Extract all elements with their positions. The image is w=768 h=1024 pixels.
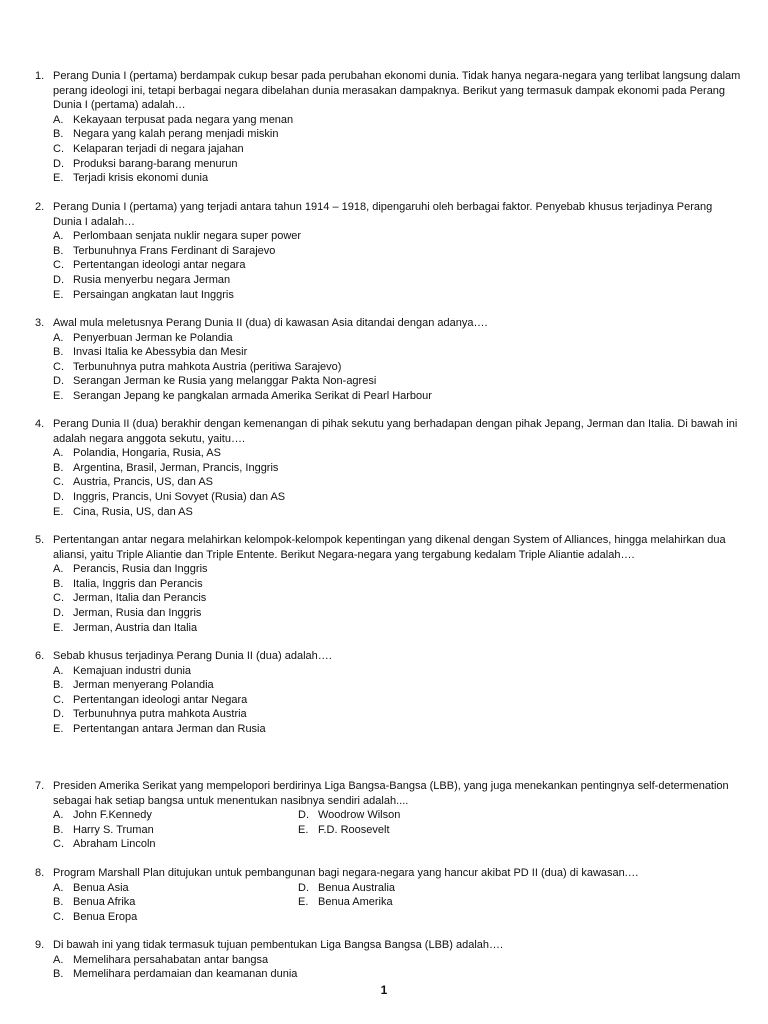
question-9 bbox=[35, 938, 743, 982]
option-b bbox=[35, 244, 743, 259]
option-text: Serangan Jepang ke pangkalan armada Amerika Serikat di Pearl Harbour bbox=[73, 389, 432, 402]
option-e bbox=[35, 621, 743, 636]
option-label: B. bbox=[53, 968, 64, 981]
option-label: C. bbox=[53, 142, 64, 155]
option-c bbox=[35, 142, 743, 157]
option-label: E. bbox=[53, 172, 64, 185]
question-number: 3. bbox=[35, 317, 45, 329]
option-a bbox=[35, 331, 743, 346]
option-label: C. bbox=[53, 693, 64, 706]
option-text: Memelihara perdamaian dan keamanan dunia bbox=[73, 968, 298, 981]
option-label: E. bbox=[53, 288, 64, 301]
option-text: Woodrow Wilson bbox=[318, 809, 401, 822]
question-4 bbox=[35, 417, 743, 519]
question-stem: Program Marshall Plan ditujukan untuk pembangunan bagi negara-negara yang hancur akibat PD II (dua) di kawasan.… bbox=[53, 867, 639, 879]
option-text: Terbunuhnya putra mahkota Austria bbox=[73, 708, 247, 721]
question-5 bbox=[35, 533, 743, 635]
option-label: C. bbox=[53, 838, 64, 851]
option-text: Invasi Italia ke Abessybia dan Mesir bbox=[73, 346, 248, 359]
option-a bbox=[35, 562, 743, 577]
option-label: A. bbox=[53, 809, 64, 822]
option-label: D. bbox=[53, 606, 64, 619]
page-number: 1 bbox=[380, 983, 388, 997]
option-c bbox=[35, 693, 743, 708]
question-stem: Perang Dunia I (pertama) berdampak cukup besar pada perubahan ekonomi dunia. Tidak hanya negara-negara yang terlibat langsung dalam perang ideologi ini, tetapi berbagai negara dibelahan dunia merasakan dampaknya. Berikut yang termasuk dampak ekonomi pada Perang Dunia I (pertama) adalah… bbox=[53, 70, 741, 112]
option-e bbox=[35, 505, 743, 520]
option-label: A. bbox=[53, 881, 64, 894]
option-d bbox=[35, 707, 743, 722]
question-7 bbox=[35, 779, 743, 852]
option-text: Pertentangan antara Jerman dan Rusia bbox=[73, 722, 266, 735]
question-stem: Di bawah ini yang tidak termasuk tujuan pembentukan Liga Bangsa Bangsa (LBB) adalah…. bbox=[53, 939, 504, 951]
option-c bbox=[35, 910, 318, 925]
option-b bbox=[35, 678, 743, 693]
option-d bbox=[280, 881, 618, 896]
question-number: 6. bbox=[35, 650, 45, 662]
option-label: B. bbox=[53, 128, 64, 141]
option-text: Kelaparan terjadi di negara jajahan bbox=[73, 142, 244, 155]
option-b bbox=[35, 345, 743, 360]
option-c bbox=[35, 360, 743, 375]
option-text: Benua Amerika bbox=[318, 896, 393, 909]
option-label: B. bbox=[53, 823, 64, 836]
option-text: Harry S. Truman bbox=[73, 823, 154, 836]
option-label: B. bbox=[53, 244, 64, 257]
option-a bbox=[35, 229, 743, 244]
option-c bbox=[35, 258, 743, 273]
option-label: C. bbox=[53, 360, 64, 373]
option-b bbox=[35, 127, 743, 142]
question-6 bbox=[35, 649, 743, 737]
option-b bbox=[35, 895, 318, 910]
question-number: 5. bbox=[35, 534, 45, 546]
question-stem: Presiden Amerika Serikat yang mempelopori berdirinya Liga Bangsa-Bangsa (LBB), yang juga menekankan pentingnya self-determenation sebagai hak setiap bangsa untuk menentukan nasibnya sendiri adalah.... bbox=[53, 780, 729, 807]
option-text: Benua Afrika bbox=[73, 896, 136, 909]
option-text: Negara yang kalah perang menjadi miskin bbox=[73, 128, 279, 141]
option-text: Perancis, Rusia dan Inggris bbox=[73, 563, 208, 576]
option-text: Cina, Rusia, US, dan AS bbox=[73, 505, 193, 518]
option-d bbox=[35, 273, 743, 288]
option-label: C. bbox=[53, 910, 64, 923]
option-text: Kekayaan terpusat pada negara yang menan bbox=[73, 113, 294, 126]
option-label: C. bbox=[53, 476, 64, 489]
option-text: Memelihara persahabatan antar bangsa bbox=[73, 953, 269, 966]
option-c bbox=[35, 837, 318, 852]
option-c bbox=[35, 475, 743, 490]
option-b bbox=[35, 967, 743, 982]
option-text: Jerman, Austria dan Italia bbox=[73, 621, 198, 634]
options-grid bbox=[35, 808, 743, 852]
question-stem: Pertentangan antar negara melahirkan kelompok-kelompok kepentingan yang dikenal dengan System of Alliances, hingga melahirkan dua aliansi, yaitu Triple Aliantie dan Triple Entente. Berikut Negara-negara yang tergabung kedalam Triple Aliantie adalah…. bbox=[53, 534, 726, 561]
option-label: B. bbox=[53, 461, 64, 474]
option-text: Pertentangan ideologi antar Negara bbox=[73, 693, 248, 706]
option-a bbox=[35, 953, 743, 968]
option-text: Produksi barang-barang menurun bbox=[73, 157, 238, 170]
question-number: 8. bbox=[35, 867, 45, 879]
option-a bbox=[35, 446, 743, 461]
option-label: A. bbox=[53, 563, 64, 576]
option-e bbox=[280, 895, 618, 910]
option-text: Inggris, Prancis, Uni Sovyet (Rusia) dan AS bbox=[73, 490, 286, 503]
option-d bbox=[35, 490, 743, 505]
option-d bbox=[35, 374, 743, 389]
option-text: Jerman, Italia dan Perancis bbox=[73, 592, 207, 605]
option-label: B. bbox=[53, 679, 64, 692]
option-label: E. bbox=[298, 896, 309, 909]
option-text: Penyerbuan Jerman ke Polandia bbox=[73, 331, 233, 344]
option-text: Terjadi krisis ekonomi dunia bbox=[73, 172, 209, 185]
option-text: Perlombaan senjata nuklir negara super power bbox=[73, 230, 302, 243]
question-number: 7. bbox=[35, 780, 45, 792]
question-stem: Perang Dunia I (pertama) yang terjadi antara tahun 1914 – 1918, dipengaruhi oleh berbagai faktor. Penyebab khusus terjadinya Perang Dunia I adalah… bbox=[53, 201, 713, 228]
question-8 bbox=[35, 866, 743, 924]
option-label: A. bbox=[53, 230, 64, 243]
option-text: Persaingan angkatan laut Inggris bbox=[73, 288, 234, 301]
option-a bbox=[35, 113, 743, 128]
option-label: D. bbox=[298, 881, 309, 894]
option-label: B. bbox=[53, 346, 64, 359]
option-label: D. bbox=[53, 490, 64, 503]
option-e bbox=[280, 823, 618, 838]
option-text: Rusia menyerbu negara Jerman bbox=[73, 273, 231, 286]
option-text: Austria, Prancis, US, dan AS bbox=[73, 476, 214, 489]
option-label: E. bbox=[53, 505, 64, 518]
option-label: D. bbox=[53, 157, 64, 170]
question-number: 1. bbox=[35, 70, 45, 82]
option-label: A. bbox=[53, 447, 64, 460]
option-text: Benua Australia bbox=[318, 881, 396, 894]
option-text: Jerman, Rusia dan Inggris bbox=[73, 606, 202, 619]
option-text: Terbunuhnya putra mahkota Austria (peritiwa Sarajevo) bbox=[73, 360, 342, 373]
option-text: Benua Asia bbox=[73, 881, 129, 894]
option-text: Terbunuhnya Frans Ferdinant di Sarajevo bbox=[73, 244, 276, 257]
option-c bbox=[35, 591, 743, 606]
option-label: C. bbox=[53, 592, 64, 605]
option-a bbox=[35, 808, 318, 823]
option-text: Italia, Inggris dan Perancis bbox=[73, 577, 203, 590]
option-e bbox=[35, 288, 743, 303]
option-a bbox=[35, 881, 318, 896]
question-2 bbox=[35, 200, 743, 302]
option-label: B. bbox=[53, 577, 64, 590]
option-d bbox=[35, 157, 743, 172]
option-b bbox=[35, 823, 318, 838]
option-e bbox=[35, 171, 743, 186]
option-label: A. bbox=[53, 113, 64, 126]
option-text: Argentina, Brasil, Jerman, Prancis, Inggris bbox=[73, 461, 279, 474]
option-label: A. bbox=[53, 953, 64, 966]
option-e bbox=[35, 722, 743, 737]
question-stem: Awal mula meletusnya Perang Dunia II (dua) di kawasan Asia ditandai dengan adanya…. bbox=[53, 317, 488, 329]
option-text: F.D. Roosevelt bbox=[318, 823, 390, 836]
option-label: E. bbox=[53, 389, 64, 402]
question-1 bbox=[35, 69, 743, 186]
option-label: D. bbox=[53, 273, 64, 286]
option-text: Benua Eropa bbox=[73, 910, 138, 923]
option-b bbox=[35, 461, 743, 476]
question-number: 9. bbox=[35, 939, 45, 951]
option-label: D. bbox=[298, 809, 309, 822]
option-d bbox=[35, 606, 743, 621]
question-number: 2. bbox=[35, 201, 45, 213]
option-label: D. bbox=[53, 375, 64, 388]
option-text: Jerman menyerang Polandia bbox=[73, 679, 214, 692]
option-text: Kemajuan industri dunia bbox=[73, 664, 192, 677]
option-label: A. bbox=[53, 331, 64, 344]
option-label: A. bbox=[53, 664, 64, 677]
option-d bbox=[280, 808, 618, 823]
option-label: D. bbox=[53, 708, 64, 721]
option-label: E. bbox=[53, 722, 64, 735]
option-b bbox=[35, 577, 743, 592]
question-stem: Sebab khusus terjadinya Perang Dunia II (dua) adalah…. bbox=[53, 650, 332, 662]
option-text: Polandia, Hongaria, Rusia, AS bbox=[73, 447, 221, 460]
option-label: E. bbox=[298, 823, 309, 836]
question-stem: Perang Dunia II (dua) berakhir dengan kemenangan di pihak sekutu yang berhadapan dengan pihak Jepang, Jerman dan Italia. Di bawah ini adalah negara anggota sekutu, yaitu…. bbox=[53, 418, 738, 445]
options-grid bbox=[35, 881, 743, 925]
question-3 bbox=[35, 316, 743, 404]
option-label: C. bbox=[53, 259, 64, 272]
option-text: Abraham Lincoln bbox=[73, 838, 156, 851]
option-text: Pertentangan ideologi antar negara bbox=[73, 259, 246, 272]
option-text: Serangan Jerman ke Rusia yang melanggar Pakta Non-agresi bbox=[73, 375, 377, 388]
option-label: B. bbox=[53, 896, 64, 909]
question-number: 4. bbox=[35, 418, 45, 430]
option-e bbox=[35, 389, 743, 404]
option-label: E. bbox=[53, 621, 64, 634]
option-text: John F.Kennedy bbox=[73, 809, 152, 822]
option-a bbox=[35, 664, 743, 679]
